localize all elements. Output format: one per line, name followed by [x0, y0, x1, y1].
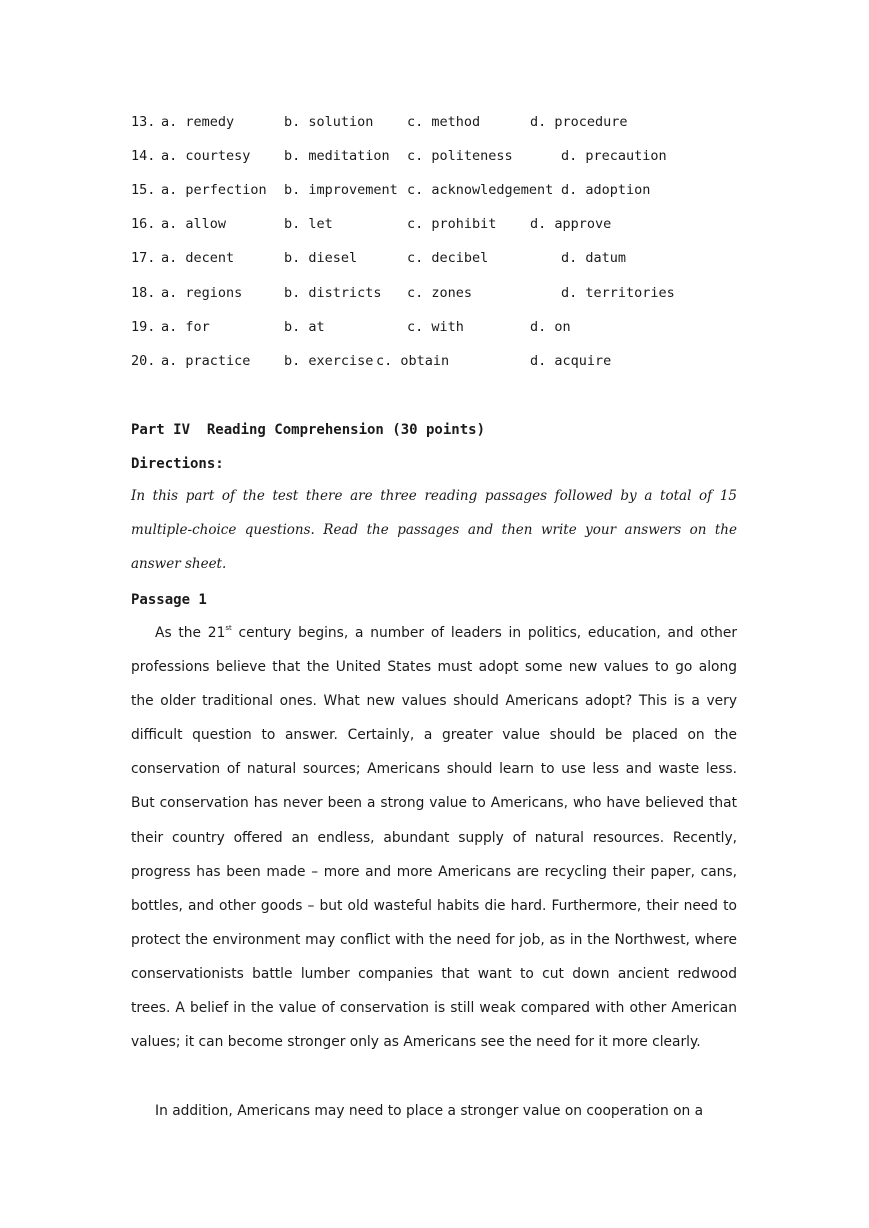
question-19 — [131, 317, 571, 337]
option-c: c. acknowledgement — [407, 182, 554, 198]
option-a: a. for — [161, 319, 210, 335]
question-number: 18. — [131, 285, 156, 301]
option-a: a. courtesy — [161, 148, 251, 164]
part-heading: Part IV Reading Comprehension (30 points) — [131, 422, 486, 438]
option-d: d. approve — [530, 216, 612, 232]
question-13 — [131, 112, 628, 132]
question-15 — [131, 180, 651, 200]
question-18 — [131, 283, 675, 303]
option-d: d. datum — [561, 250, 627, 266]
option-c: c. with — [407, 319, 464, 335]
option-b: b. at — [284, 319, 325, 335]
option-d: d. precaution — [561, 148, 667, 164]
option-b: b. meditation — [284, 148, 390, 164]
option-b: b. let — [284, 216, 333, 232]
option-a: a. allow — [161, 216, 227, 232]
directions-text: In this part of the test there are three reading passages followed by a total of 15 multiple-choice questions. Read the passages and then write your answers on the answer sheet. — [131, 488, 737, 573]
option-a: a. perfection — [161, 182, 267, 198]
option-c: c. prohibit — [407, 216, 497, 232]
passage-paragraph-1 — [131, 616, 737, 1059]
option-c: c. politeness — [407, 148, 513, 164]
question-number: 13. — [131, 114, 156, 130]
question-14 — [131, 146, 667, 166]
option-d: d. territories — [561, 285, 675, 301]
question-number: 16. — [131, 216, 156, 232]
option-b: b. districts — [284, 285, 382, 301]
option-c: c. zones — [407, 285, 473, 301]
option-d: d. acquire — [530, 353, 612, 369]
option-a: a. practice — [161, 353, 251, 369]
option-c: c. decibel — [407, 250, 489, 266]
option-d: d. on — [530, 319, 571, 335]
paragraph-start: As the 21 — [155, 625, 226, 641]
option-a: a. decent — [161, 250, 235, 266]
passage-title: Passage 1 — [131, 592, 207, 608]
option-b: b. exercise — [284, 353, 374, 369]
option-b: b. improvement — [284, 182, 398, 198]
question-16 — [131, 214, 612, 234]
option-c: c. obtain — [376, 353, 450, 369]
paragraph-body: century begins, a number of leaders in politics, education, and other professions believe that the United States must adopt some new values to go along the older traditional ones. What new values should Americans adopt? This is a very difficult question to answer. Certainly, a greater value should be placed on the conservation of natural sources; Americans should learn to use less and waste less. But conservation has never been a strong value to Americans, who have believed that their country offered an endless, abundant supply of natural resources. Recently, progress has been made – more and more Americans are recycling their paper, cans, bottles, and other goods – but old wasteful habits die hard. Furthermore, their need to protect the environment may conflict with the need for job, as in the Northwest, where conservationists battle lumber companies that want to cut down ancient redwood trees. A belief in the value of conservation is still weak compared with other American values; it can become stronger only as Americans see the need for it more clearly. — [131, 625, 737, 1051]
directions-label: Directions: — [131, 456, 224, 472]
question-17 — [131, 248, 627, 268]
option-c: c. method — [407, 114, 481, 130]
option-d: d. procedure — [530, 114, 628, 130]
option-b: b. diesel — [284, 250, 358, 266]
question-number: 17. — [131, 250, 156, 266]
ordinal-suffix: st — [225, 624, 232, 632]
question-number: 19. — [131, 319, 156, 335]
passage-paragraph-2: In addition, Americans may need to place a stronger value on cooperation on a — [155, 1103, 704, 1119]
question-20 — [131, 351, 612, 371]
question-number: 20. — [131, 353, 156, 369]
option-b: b. solution — [284, 114, 374, 130]
question-number: 14. — [131, 148, 156, 164]
option-d: d. adoption — [561, 182, 651, 198]
option-a: a. remedy — [161, 114, 235, 130]
question-number: 15. — [131, 182, 156, 198]
option-a: a. regions — [161, 285, 243, 301]
